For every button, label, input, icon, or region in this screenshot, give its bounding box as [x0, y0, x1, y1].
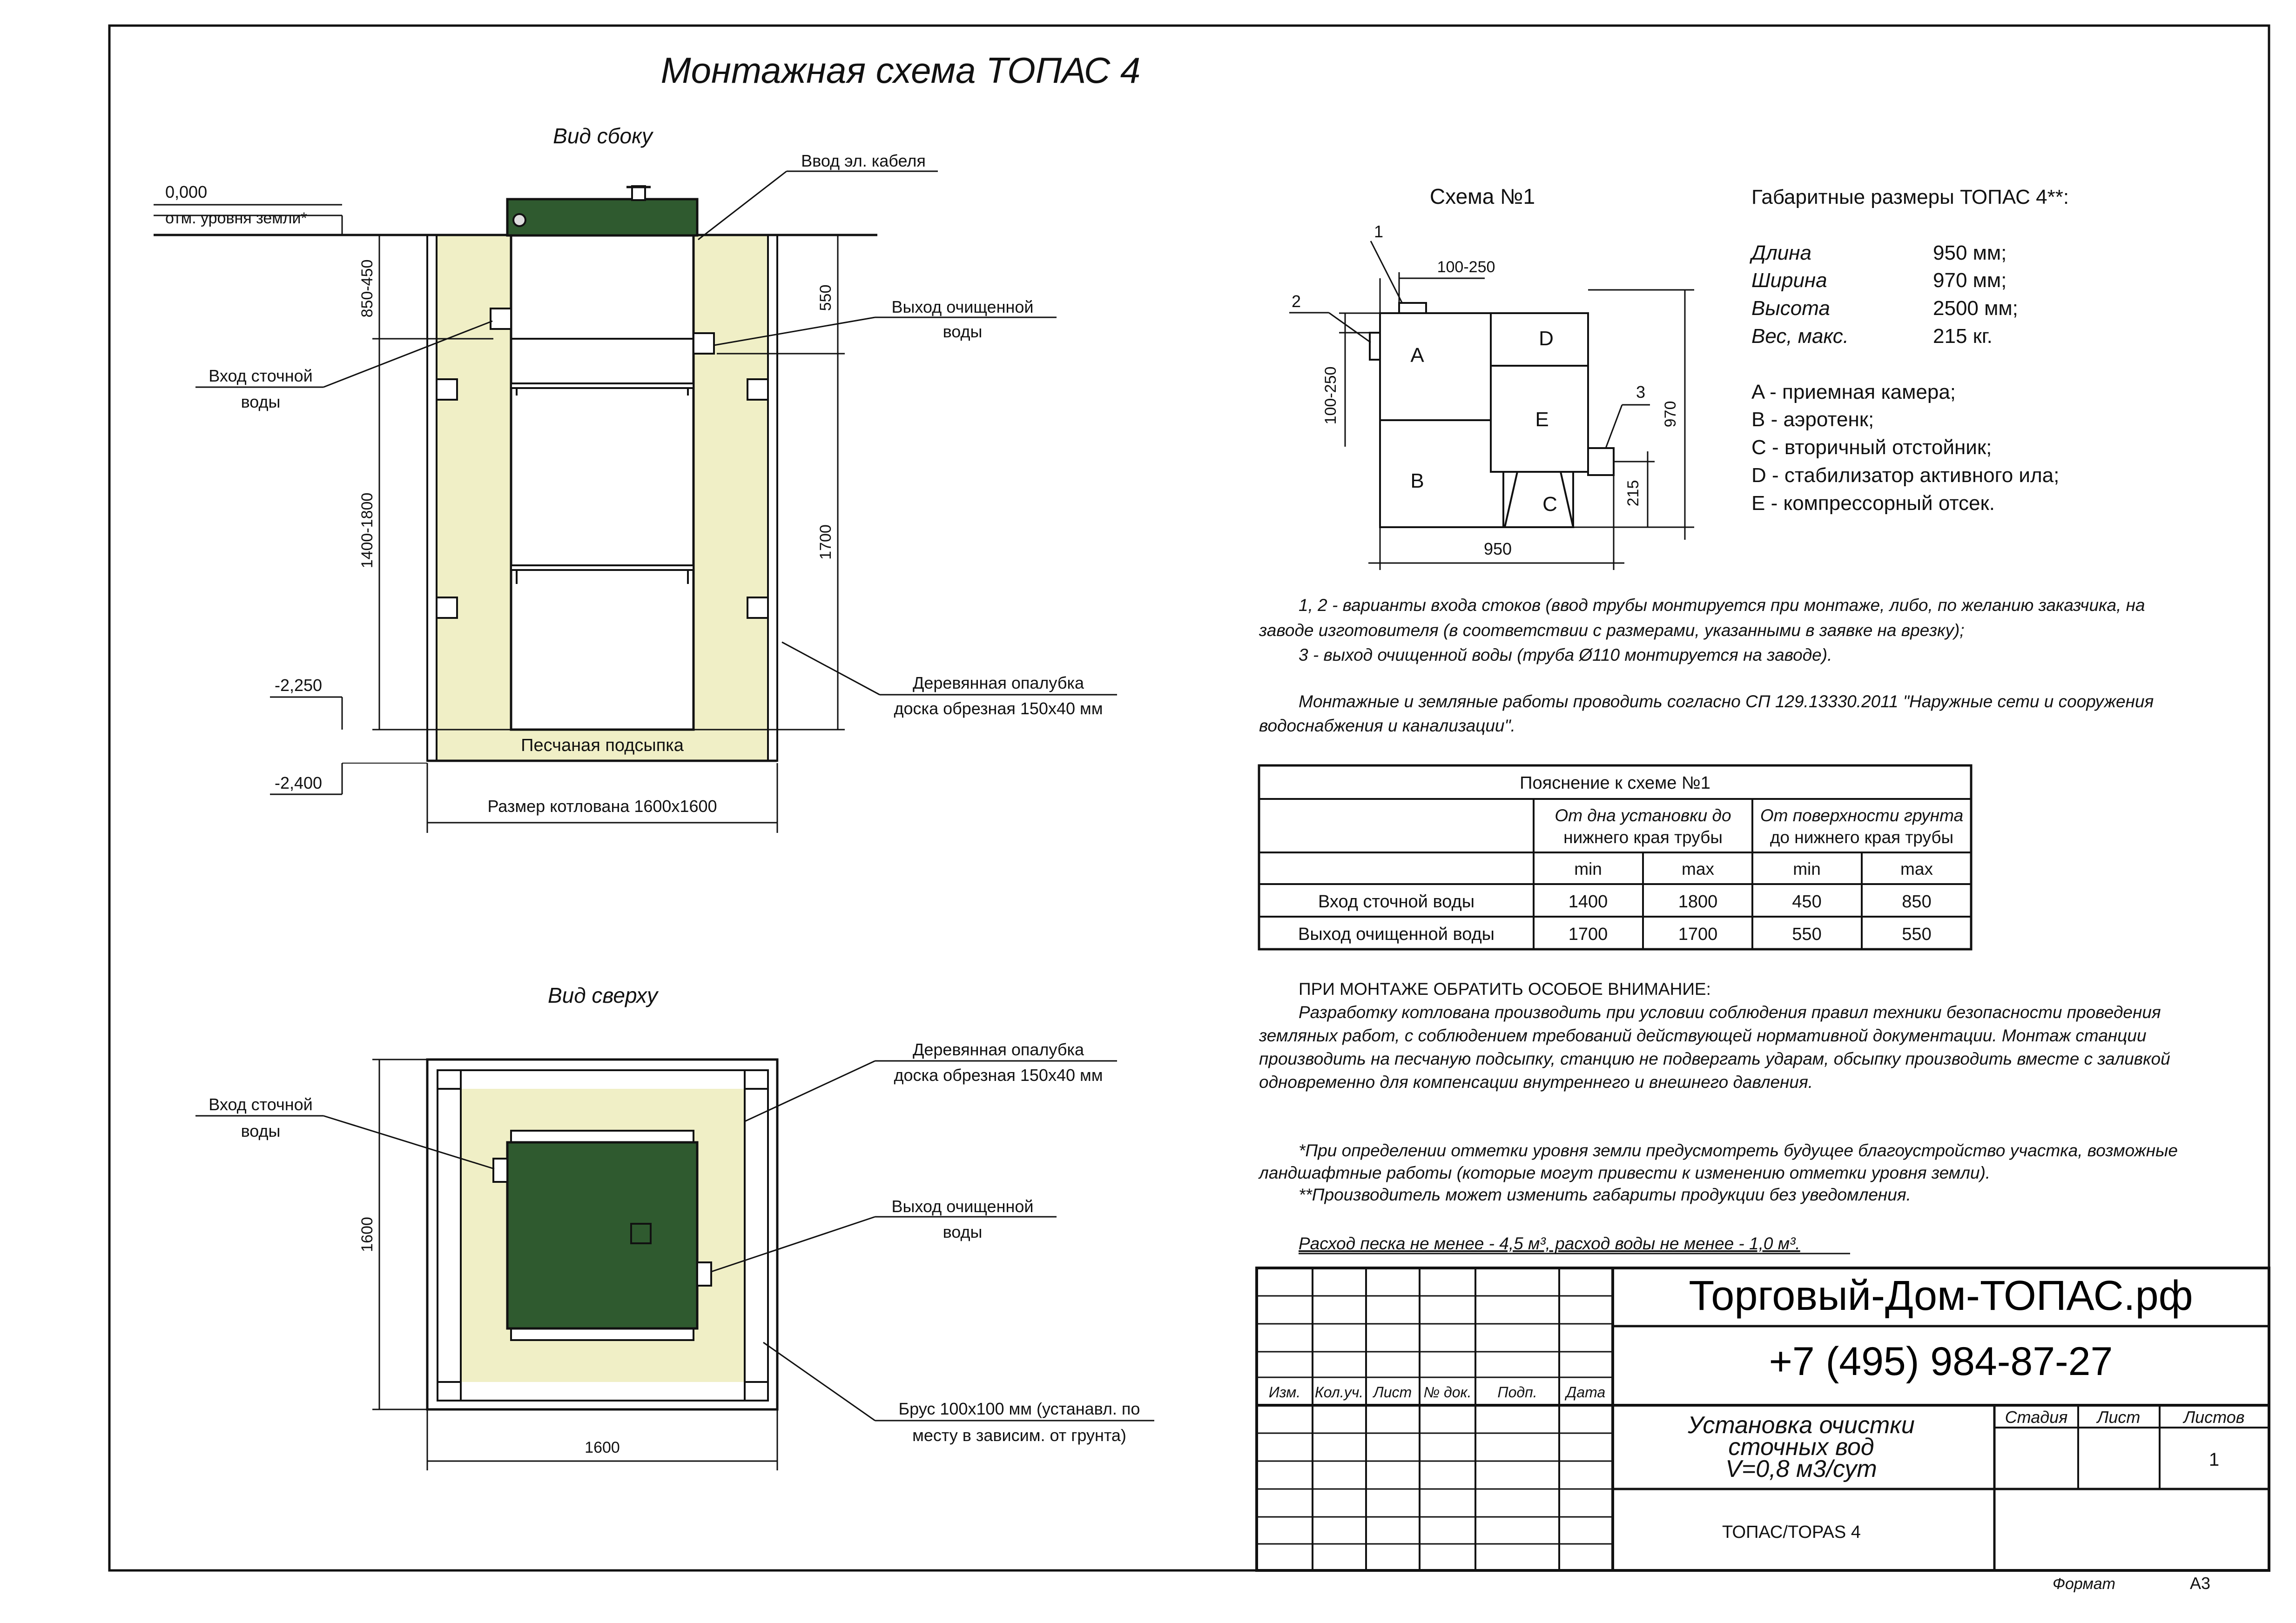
beam-label-1: Брус 100х100 мм (устанавл. по	[898, 1399, 1140, 1418]
product-line-2: сточных вод	[1728, 1434, 1874, 1461]
notes-block	[1259, 596, 2154, 735]
row-1-v1: 1400	[1568, 892, 1608, 912]
top-outlet-label-1: Выход очищенной	[891, 1197, 1034, 1216]
dim-row-3-value: 215 кг.	[1933, 325, 1993, 348]
zone-c: C	[1542, 493, 1557, 516]
col-doc: № док.	[1423, 1384, 1472, 1401]
col-podp: Подп.	[1497, 1384, 1537, 1401]
note-1-line-3: 3 - выход очищенной воды (труба Ø110 монтируется на заводе).	[1299, 645, 1832, 664]
consumption-note: Расход песка не менее - 4,5 м³, расход воды не менее - 1,0 м³.	[1299, 1234, 1800, 1253]
top-view	[195, 983, 1154, 1470]
pit-size-label: Размер котлована 1600х1600	[487, 797, 717, 816]
row-1-v4: 850	[1902, 892, 1932, 912]
table-group-1-line-1: От дна установки до	[1555, 806, 1731, 825]
note-1-line-2: заводе изготовителя (в соответствии с размерами, указанными в заявке на врезку);	[1259, 621, 1965, 640]
row-1-v2: 1800	[1678, 892, 1718, 912]
lid-lock-icon	[513, 214, 525, 226]
tank-body	[511, 235, 694, 730]
top-outlet-pipe	[697, 1262, 711, 1286]
cable-inlet-label: Ввод эл. кабеля	[801, 151, 926, 170]
dim-row-1-label: Ширина	[1751, 269, 1827, 292]
attention-line-2: земляных работ, с соблюдением требований действующей нормативной документации. Монтаж станции	[1259, 1026, 2147, 1045]
inlet-label-2: воды	[241, 392, 281, 411]
explanation-table	[1259, 765, 1971, 949]
legend-a: A - приемная камера;	[1751, 381, 1956, 403]
beam-label-2: месту в зависим. от грунта)	[912, 1426, 1126, 1445]
scheme-dim-950: 950	[1483, 539, 1512, 558]
footnote-1-line-2: ландшафтные работы (которые могут привести к изменению отметки уровня земли).	[1259, 1163, 1991, 1182]
scheme-1	[1289, 184, 1694, 570]
product-line-3: V=0,8 м3/сут	[1725, 1455, 1877, 1482]
title-block	[1257, 1268, 2269, 1570]
scheme-n3: 3	[1636, 382, 1646, 402]
dim-550: 550	[817, 284, 835, 311]
note-2-line-2: водоснабжения и канализации".	[1259, 716, 1515, 735]
scheme-title: Схема №1	[1429, 184, 1535, 208]
row-2-v4: 550	[1902, 925, 1932, 944]
top-inlet-pipe	[493, 1159, 507, 1182]
row-1-v3: 450	[1792, 892, 1822, 912]
attention-line-1: Разработку котлована производить при условии соблюдения правил техники безопасности проведения	[1299, 1003, 2161, 1022]
top-view-title: Вид сверху	[547, 983, 658, 1007]
scheme-dim-970: 970	[1662, 401, 1679, 428]
top-dim-1600-h: 1600	[585, 1439, 620, 1456]
ground-level-label: отм. уровня земли*	[165, 209, 307, 227]
top-dim-1600-v: 1600	[358, 1217, 376, 1252]
tank-plate-1	[511, 383, 694, 388]
col-max-2: max	[1900, 859, 1933, 879]
dim-1400-1800: 1400-1800	[358, 492, 376, 569]
attention-heading: ПРИ МОНТАЖЕ ОБРАТИТЬ ОСОБОЕ ВНИМАНИЕ:	[1299, 979, 1711, 999]
page-title: Монтажная схема ТОПАС 4	[660, 50, 1141, 91]
dim-row-2-label: Высота	[1751, 297, 1830, 320]
attention-line-3: производить на песчаную подсыпку, станцию не подвергать ударам, обсыпку производить вместе с заливкой	[1259, 1049, 2170, 1068]
formwork-right	[768, 235, 777, 761]
footnote-2: **Производитель может изменить габариты продукции без уведомления.	[1299, 1185, 1911, 1204]
dim-row-0-value: 950 мм;	[1933, 241, 2007, 264]
dim-row-0-label: Длина	[1751, 241, 1811, 264]
formwork-left	[427, 235, 437, 761]
legend-b: B - аэротенк;	[1751, 408, 1874, 431]
col-min-2: min	[1793, 859, 1821, 879]
table-group-2-line-1: От поверхности грунта	[1760, 806, 1964, 825]
col-data: Дата	[1566, 1384, 1606, 1401]
dim-row-2-value: 2500 мм;	[1933, 297, 2018, 320]
scheme-n1: 1	[1374, 222, 1384, 241]
zone-b: B	[1410, 469, 1424, 492]
col-list: Лист	[1373, 1384, 1412, 1401]
scheme-dim-100-250-h: 100-250	[1437, 258, 1495, 276]
col-max-1: max	[1682, 859, 1714, 879]
top-formwork-label-1: Деревянная опалубка	[912, 1040, 1084, 1059]
stage-label: Стадия	[2005, 1408, 2068, 1427]
top-formwork-label-2: доска обрезная 150х40 мм	[894, 1066, 1103, 1085]
dim-row-1-value: 970 мм;	[1933, 269, 2007, 292]
tank-top	[507, 1142, 697, 1328]
dimensions-block	[1749, 186, 2069, 515]
outlet-pipe	[694, 333, 714, 354]
product-line-1: Установка очистки	[1688, 1412, 1915, 1439]
level-2400: -2,400	[275, 773, 323, 792]
attention-block	[1259, 979, 2170, 1092]
top-inlet-label-2: воды	[241, 1121, 281, 1140]
attention-line-4: одновременно для компенсации внутреннего и внешнего давления.	[1259, 1073, 1813, 1092]
row-2-v3: 550	[1792, 925, 1822, 944]
formwork-label-2: доска обрезная 150х40 мм	[894, 699, 1103, 718]
dim-1700: 1700	[817, 524, 835, 560]
dim-850-450: 850-450	[358, 259, 376, 318]
row-2-v1: 1700	[1568, 925, 1608, 944]
format-value: А3	[2190, 1574, 2211, 1593]
format-label: Формат	[2053, 1575, 2116, 1593]
col-izm: Изм.	[1268, 1384, 1301, 1401]
zone-a: A	[1410, 344, 1424, 367]
side-view	[154, 124, 1117, 833]
sand-bed-label: Песчаная подсыпка	[521, 736, 684, 755]
sheets-value: 1	[2208, 1449, 2220, 1470]
inlet-label-1: Вход сточной	[209, 366, 313, 385]
product-code: ТОПАС/TOPAS 4	[1722, 1522, 1861, 1542]
table-group-1-line-2: нижнего края трубы	[1563, 828, 1723, 847]
table-group-2-line-2: до нижнего края трубы	[1770, 828, 1954, 847]
side-view-title: Вид сбоку	[553, 124, 653, 148]
dimensions-title: Габаритные размеры ТОПАС 4**:	[1751, 186, 2069, 208]
legend-c: C - вторичный отстойник;	[1751, 436, 1992, 459]
outlet-label-1: Выход очищенной	[891, 297, 1034, 316]
sand-right	[694, 235, 768, 730]
outlet-label-2: воды	[943, 322, 983, 341]
scheme-dim-215: 215	[1624, 480, 1642, 507]
company-phone: +7 (495) 984-87-27	[1769, 1339, 2113, 1384]
top-inlet-label-1: Вход сточной	[209, 1095, 313, 1114]
formwork-label-1: Деревянная опалубка	[912, 673, 1084, 692]
company-name: Торговый-Дом-ТОПАС.рф	[1689, 1273, 2193, 1319]
ground-level-value: 0,000	[165, 182, 208, 201]
scheme-n2: 2	[1292, 292, 1301, 311]
zone-e: E	[1535, 408, 1549, 431]
inlet-pipe	[491, 309, 511, 329]
tank-lid	[507, 199, 697, 235]
scheme-dim-100-250-v: 100-250	[1322, 366, 1340, 425]
legend-e: E - компрессорный отсек.	[1751, 492, 1995, 515]
footnotes-block	[1258, 1141, 2178, 1254]
sheets-label: Листов	[2183, 1408, 2245, 1427]
col-kolvo: Кол.уч.	[1314, 1384, 1364, 1401]
row-2-label: Выход очищенной воды	[1298, 925, 1495, 944]
col-min-1: min	[1574, 859, 1602, 879]
sheet-label: Лист	[2097, 1408, 2141, 1427]
row-1-label: Вход сточной воды	[1318, 892, 1475, 912]
level-2250: -2,250	[275, 676, 323, 695]
footnote-1-line-1: *При определении отметки уровня земли предусмотреть будущее благоустройство участка, возможные	[1299, 1141, 2178, 1160]
note-2-line-1: Монтажные и земляные работы проводить согласно СП 129.13330.2011 "Наружные сети и сооружения	[1299, 692, 2154, 711]
dim-row-3-label: Вес, макс.	[1751, 325, 1849, 348]
tank-plate-2	[511, 565, 694, 570]
legend-d: D - стабилизатор активного ила;	[1751, 464, 2060, 487]
note-1-line-1: 1, 2 - варианты входа стоков (ввод трубы монтируется при монтаже, либо, по желанию заказчика, на	[1299, 596, 2145, 615]
zone-d: D	[1539, 327, 1554, 350]
top-outlet-label-2: воды	[943, 1222, 983, 1241]
row-2-v2: 1700	[1678, 925, 1718, 944]
table-caption: Пояснение к схеме №1	[1520, 773, 1710, 793]
